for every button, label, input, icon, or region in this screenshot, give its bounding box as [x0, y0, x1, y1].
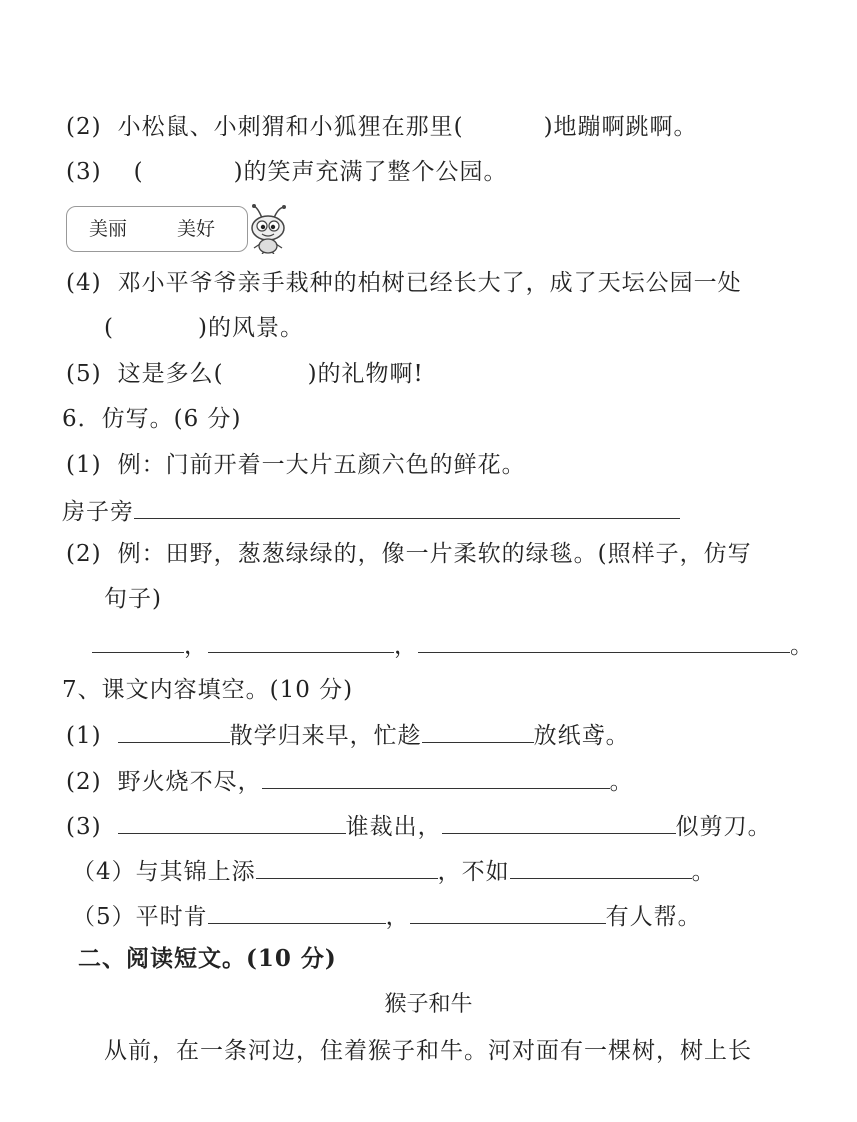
- item-label: (5): [66, 361, 102, 387]
- item-text: 放纸鸢。: [533, 723, 630, 749]
- answer-line[interactable]: [262, 766, 610, 789]
- q6-item-1-answer: [62, 496, 680, 527]
- word-bank-item: 美好: [177, 218, 216, 240]
- item-label: (4): [66, 270, 102, 296]
- answer-line[interactable]: [92, 630, 184, 653]
- q7-item-5: [72, 901, 702, 932]
- item-text: 例：门前开着一大片五颜六色的鲜花。: [117, 452, 526, 478]
- q5-item-5: [66, 359, 424, 389]
- answer-prompt: 房子旁: [62, 499, 134, 525]
- q7-item-3: [66, 811, 772, 842]
- item-text: 句子): [104, 586, 162, 612]
- item-text: 这是多么(: [117, 361, 224, 387]
- answer-line[interactable]: [208, 901, 386, 924]
- item-text: )地蹦啊跳啊。: [543, 114, 698, 140]
- answer-line[interactable]: [510, 856, 692, 879]
- item-text: 谁裁出，: [345, 814, 442, 840]
- answer-line[interactable]: [118, 811, 346, 834]
- q6-title: 6．仿写。(6 分): [62, 406, 242, 432]
- q7-title: 7、课文内容填空。(10 分): [62, 677, 354, 703]
- item-text: 小松鼠、小刺猬和小狐狸在那里(: [117, 114, 464, 140]
- q7-item-1: [66, 720, 630, 751]
- item-label: (3): [66, 814, 102, 840]
- item-label: （4）: [72, 859, 136, 885]
- answer-line[interactable]: [442, 811, 676, 834]
- answer-line[interactable]: [422, 720, 534, 743]
- q5-item-2: [66, 112, 698, 142]
- answer-line[interactable]: [118, 720, 230, 743]
- q6-item-1: [66, 450, 526, 480]
- item-text: 。: [691, 859, 716, 885]
- q6-item-2-answer: [92, 630, 814, 661]
- item-label: (2): [66, 114, 102, 140]
- item-label: （5）: [72, 904, 136, 930]
- item-label: (1): [66, 452, 102, 478]
- answer-line[interactable]: [256, 856, 438, 879]
- item-text: 似剪刀。: [675, 814, 772, 840]
- item-text: 与其锦上添: [135, 859, 256, 885]
- item-text: 例：田野，葱葱绿绿的，像一片柔软的绿毯。(照样子，仿写: [117, 541, 752, 567]
- item-text: )的风景。: [197, 315, 304, 341]
- answer-line[interactable]: [410, 901, 606, 924]
- q6-item-2-cont: [104, 584, 162, 614]
- item-text: 有人帮。: [605, 904, 702, 930]
- q5-item-4: [66, 268, 742, 298]
- punctuation: ，: [184, 633, 208, 659]
- item-label: (1): [66, 723, 102, 749]
- item-text: 。: [609, 769, 634, 795]
- passage-title: 猴子和牛: [384, 992, 473, 1017]
- item-text: 野火烧不尽，: [117, 769, 262, 795]
- item-text: 平时肯: [135, 904, 208, 930]
- item-label: (2): [66, 769, 102, 795]
- answer-line[interactable]: [134, 496, 680, 519]
- q7-item-2: [66, 766, 634, 797]
- word-bank-box: [66, 206, 248, 252]
- q5-item-4-cont: [104, 313, 304, 343]
- item-text: (: [133, 159, 144, 185]
- item-text: ，不如: [437, 859, 510, 885]
- cartoon-bug-icon: [248, 204, 292, 254]
- item-text: (: [104, 315, 114, 341]
- answer-line[interactable]: [208, 630, 394, 653]
- item-text: )的礼物啊!: [307, 361, 424, 387]
- passage-paragraph: 从前，在一条河边，住着猴子和牛。河对面有一棵树，树上长: [104, 1038, 752, 1064]
- item-text: )的笑声充满了整个公园。: [233, 159, 508, 185]
- item-text: ，: [385, 904, 410, 930]
- item-label: (2): [66, 541, 102, 567]
- punctuation: ，: [394, 633, 418, 659]
- item-text: 邓小平爷爷亲手栽种的柏树已经长大了，成了天坛公园一处: [117, 270, 742, 296]
- q6-item-2: [66, 539, 752, 569]
- answer-line[interactable]: [418, 630, 790, 653]
- item-label: (3): [66, 159, 102, 185]
- section-2-title: 二、阅读短文。(10 分): [78, 945, 337, 972]
- item-text: 散学归来早，忙趁: [229, 723, 422, 749]
- punctuation: 。: [790, 633, 814, 659]
- word-bank-item: 美丽: [89, 218, 128, 240]
- q5-item-3: [66, 157, 508, 187]
- q7-item-4: [72, 856, 716, 887]
